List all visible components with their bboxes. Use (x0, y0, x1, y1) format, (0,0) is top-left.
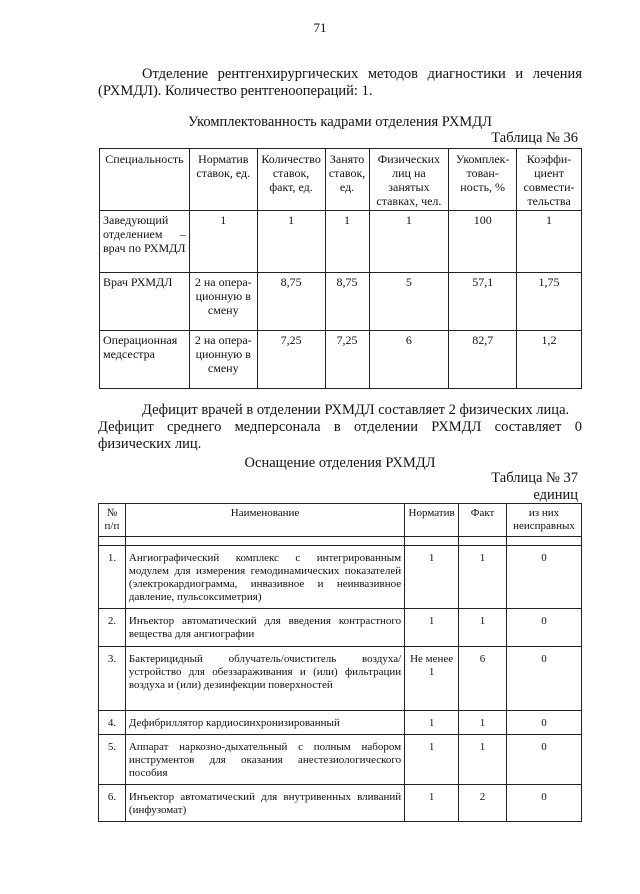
table-row (99, 785, 582, 822)
table-cell: 7,25 (325, 331, 369, 389)
table-cell: 5. (99, 735, 126, 785)
table-cell: Заведующий отделением – врач по РХМДЛ (100, 211, 190, 273)
table-cell: 1 (405, 735, 459, 785)
header-cell: Наименование (125, 504, 404, 537)
table-cell: 0 (507, 711, 582, 735)
header-cell: Количество ставок, факт, ед. (257, 149, 325, 211)
table-cell: 3. (99, 647, 126, 711)
header-cell: из них неисправных (507, 504, 582, 537)
table-cell: 1 (405, 609, 459, 647)
table37-label: Таблица № 37 (491, 470, 578, 486)
table-header-row (100, 149, 582, 211)
table-cell: 82,7 (449, 331, 517, 389)
table-cell: 0 (507, 609, 582, 647)
table-cell: Инъектор автоматический для введения контрастного вещества для ангиографии (125, 609, 404, 647)
table-cell: 1 (405, 785, 459, 822)
table-cell: 1 (189, 211, 257, 273)
table-row (100, 331, 582, 389)
equipment-table (98, 503, 582, 822)
staffing-table (99, 148, 582, 389)
table-cell: 1,2 (517, 331, 582, 389)
table-row (100, 273, 582, 331)
header-cell: № п/п (99, 504, 126, 537)
table-row (99, 711, 582, 735)
table37-title: Оснащение отделения РХМДЛ (244, 455, 436, 471)
table-cell: 6 (459, 647, 507, 711)
table-cell: 1 (369, 211, 449, 273)
table-cell: 2 на опера-ционную в смену (189, 331, 257, 389)
table-row (99, 609, 582, 647)
table-cell: 6 (369, 331, 449, 389)
table-cell: 1 (405, 546, 459, 609)
table-cell: Не менее 1 (405, 647, 459, 711)
table-cell: Операционная медсестра (100, 331, 190, 389)
table36-title: Укомплектованность кадрами отделения РХМДЛ (188, 114, 492, 130)
table-cell: 2. (99, 609, 126, 647)
table-row (99, 735, 582, 785)
table-cell: 0 (507, 785, 582, 822)
table-cell: 8,75 (325, 273, 369, 331)
table-cell: 4. (99, 711, 126, 735)
deficit-paragraph (98, 402, 582, 453)
table-cell: 2 на опера-ционную в смену (189, 273, 257, 331)
table-cell: 1 (459, 711, 507, 735)
table-cell: 1. (99, 546, 126, 609)
table-cell: 8,75 (257, 273, 325, 331)
intro-paragraph: Отделение рентгенхирургических методов диагностики и лечения (РХМДЛ). Количество рентгеноопераций: 1. (98, 66, 582, 99)
table-cell: 1 (459, 609, 507, 647)
page-number: 71 (313, 20, 327, 35)
table-cell: 0 (507, 546, 582, 609)
header-cell: Физических лиц на занятых ставках, чел. (369, 149, 449, 211)
table-cell: 1 (405, 711, 459, 735)
table-row (99, 546, 582, 609)
table-cell: Ангиографический комплекс с интегрированным модулем для измерения гемодинамических показателей (электрокардиограмма, инвазивное и неинвазивное давление, пульсоксиметрия) (125, 546, 404, 609)
deficit-line-1: Дефицит врачей в отделении РХМДЛ составляет 2 физических лица. (142, 402, 570, 418)
table-header-row (99, 504, 582, 537)
header-cell: Специальность (100, 149, 190, 211)
table-cell: 6. (99, 785, 126, 822)
deficit-line-2: Дефицит среднего медперсонала в отделении РХМДЛ составляет 0 физических лиц. (98, 419, 582, 452)
table-cell: 1 (517, 211, 582, 273)
header-cell: Укомплек-тован-ность, % (449, 149, 517, 211)
table37-unit: единиц (533, 487, 578, 503)
table-cell: 1 (325, 211, 369, 273)
table-row (100, 211, 582, 273)
table-cell: 0 (507, 647, 582, 711)
table-cell: 57,1 (449, 273, 517, 331)
header-cell: Норматив (405, 504, 459, 537)
table-cell: Дефибриллятор кардиосинхронизированный (125, 711, 404, 735)
table-cell: 7,25 (257, 331, 325, 389)
table-cell: 0 (507, 735, 582, 785)
table-row (99, 647, 582, 711)
table36-label: Таблица № 36 (491, 130, 578, 146)
table-cell: Инъектор автоматический для внутривенных вливаний (инфузомат) (125, 785, 404, 822)
header-cell: Норматив ставок, ед. (189, 149, 257, 211)
table-cell: Аппарат наркозно-дыхательный с полным набором инструментов для оказания анестезиологического пособия (125, 735, 404, 785)
table-cell: Бактерицидный облучатель/очиститель воздуха/устройство для обеззараживания и (или) фильтрации воздуха и (или) дезинфекции поверхностей (125, 647, 404, 711)
table-cell: 1 (257, 211, 325, 273)
table-cell: 100 (449, 211, 517, 273)
spacer-row (99, 537, 582, 546)
table-cell: 5 (369, 273, 449, 331)
header-cell: Занято ставок, ед. (325, 149, 369, 211)
table-cell: 1 (459, 735, 507, 785)
table-cell: Врач РХМДЛ (100, 273, 190, 331)
header-cell: Факт (459, 504, 507, 537)
table-cell: 1,75 (517, 273, 582, 331)
table-cell: 2 (459, 785, 507, 822)
header-cell: Коэффи-циент совмести-тельства (517, 149, 582, 211)
table-cell: 1 (459, 546, 507, 609)
